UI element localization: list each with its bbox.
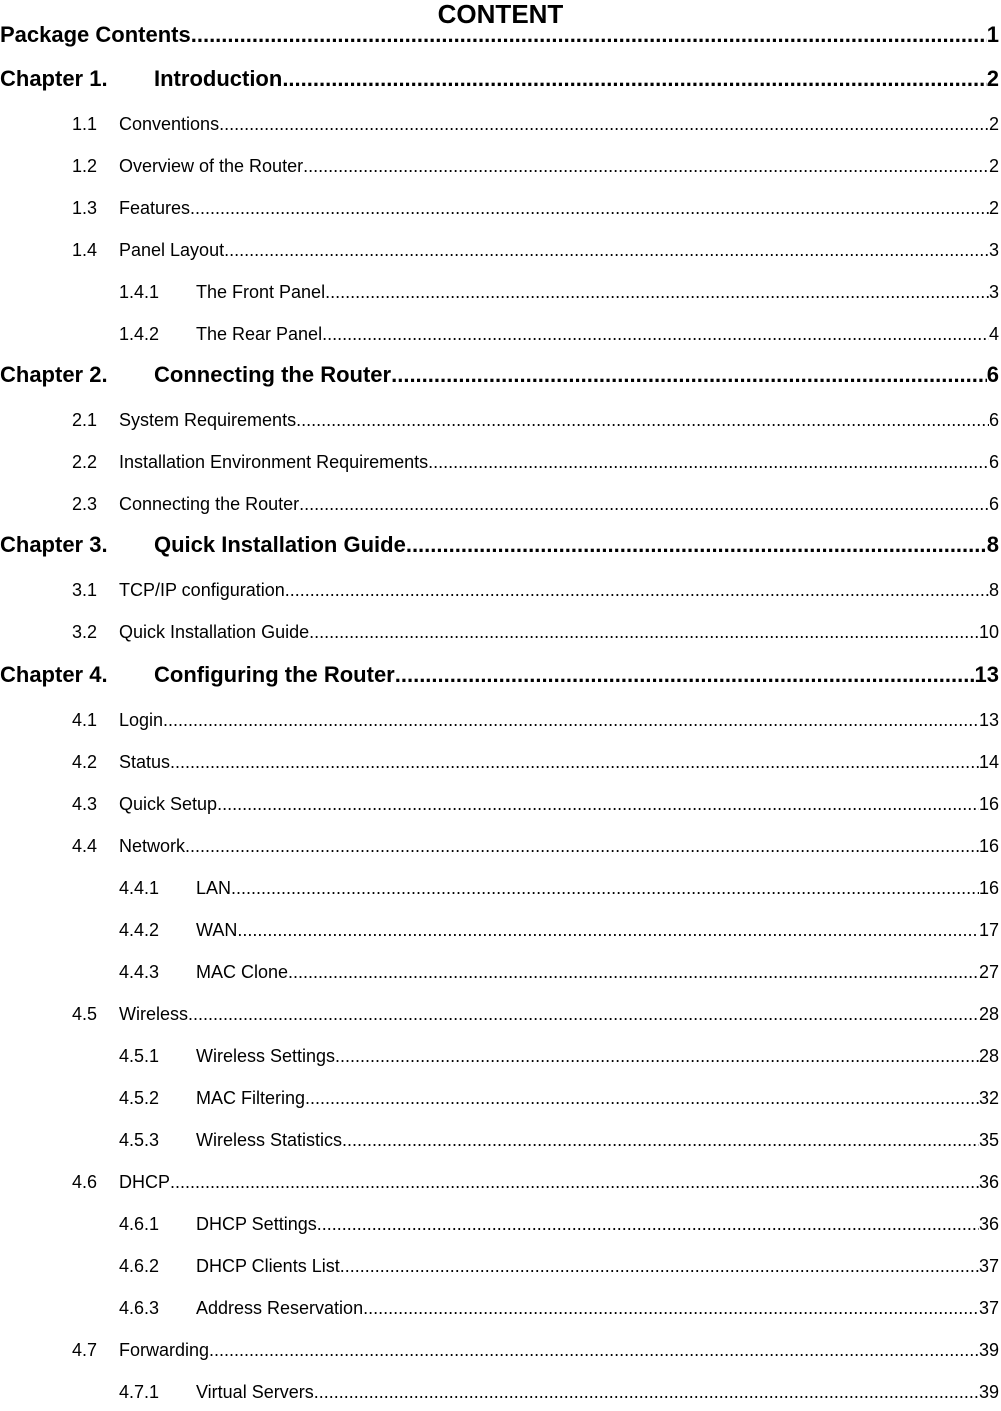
toc-entry-number: Chapter 3. bbox=[0, 532, 108, 557]
toc-entry-section[interactable] bbox=[72, 580, 999, 601]
toc-entry-page: 13 bbox=[974, 662, 999, 687]
toc-entry-number: 3.2 bbox=[72, 622, 98, 642]
page-title: CONTENT bbox=[437, 0, 564, 29]
dot-leader bbox=[285, 580, 989, 601]
toc-entry-number: 1.4.2 bbox=[119, 324, 160, 344]
toc-entry-number: 1.2 bbox=[72, 156, 98, 176]
dot-leader bbox=[363, 1298, 979, 1319]
toc-entry-number: 4.3 bbox=[72, 794, 98, 814]
toc-entry-page: 2 bbox=[988, 114, 999, 134]
toc-entry-label: DHCP bbox=[119, 1172, 171, 1192]
toc-entry-page: 2 bbox=[986, 66, 999, 91]
toc-entry-number: 1.4.1 bbox=[119, 282, 160, 302]
toc-entry-page: 16 bbox=[978, 836, 999, 856]
toc-entry-label: Panel Layout bbox=[119, 240, 225, 260]
toc-entry-page: 14 bbox=[978, 752, 999, 772]
dot-leader bbox=[231, 878, 979, 899]
toc-entry-subsection[interactable] bbox=[119, 1088, 999, 1109]
toc-entry-section[interactable] bbox=[72, 494, 999, 515]
toc-entry-section[interactable] bbox=[72, 1172, 999, 1193]
toc-entry-section[interactable] bbox=[72, 240, 999, 261]
toc-entry-page: 35 bbox=[978, 1130, 999, 1150]
toc-entry-subsection[interactable] bbox=[119, 1046, 999, 1067]
toc-entry-page: 16 bbox=[978, 878, 999, 898]
toc-entry-label: Wireless bbox=[119, 1004, 189, 1024]
toc-entry-page: 27 bbox=[978, 962, 999, 982]
toc-entry-label: The Rear Panel bbox=[196, 324, 323, 344]
toc-entry-subsection[interactable] bbox=[119, 1256, 999, 1277]
dot-leader bbox=[170, 752, 979, 773]
toc-entry-page: 6 bbox=[988, 494, 999, 514]
toc-entry-page: 6 bbox=[988, 452, 999, 472]
toc-entry-page: 36 bbox=[978, 1214, 999, 1234]
toc-entry-label: Quick Installation Guide bbox=[154, 532, 406, 557]
dot-leader bbox=[391, 362, 987, 388]
toc-entry-page: 37 bbox=[978, 1298, 999, 1318]
toc-entry-chapter[interactable] bbox=[0, 22, 999, 48]
dot-leader bbox=[305, 1088, 979, 1109]
dot-leader bbox=[163, 710, 979, 731]
dot-leader bbox=[237, 920, 979, 941]
toc-entry-section[interactable] bbox=[72, 794, 999, 815]
toc-entry-section[interactable] bbox=[72, 836, 999, 857]
toc-entry-chapter[interactable] bbox=[0, 662, 999, 688]
toc-entry-number: 4.4.3 bbox=[119, 962, 160, 982]
toc-entry-subsection[interactable] bbox=[119, 1298, 999, 1319]
toc-entry-label: MAC Clone bbox=[196, 962, 289, 982]
toc-entry-section[interactable] bbox=[72, 752, 999, 773]
toc-entry-page: 3 bbox=[988, 240, 999, 260]
dot-leader bbox=[224, 240, 989, 261]
toc-entry-subsection[interactable] bbox=[119, 1382, 999, 1403]
toc-entry-subsection[interactable] bbox=[119, 878, 999, 899]
toc-entry-chapter[interactable] bbox=[0, 532, 999, 558]
toc-entry-number: 1.4 bbox=[72, 240, 98, 260]
toc-entry-page: 6 bbox=[986, 362, 999, 387]
dot-leader bbox=[395, 662, 975, 688]
toc-entry-section[interactable] bbox=[72, 198, 999, 219]
toc-entry-page: 13 bbox=[978, 710, 999, 730]
toc-entry-section[interactable] bbox=[72, 1340, 999, 1361]
toc-entry-number: 4.1 bbox=[72, 710, 98, 730]
toc-entry-number: 4.2 bbox=[72, 752, 98, 772]
toc-entry-label: Virtual Servers bbox=[196, 1382, 314, 1402]
dot-leader bbox=[406, 532, 987, 558]
dot-leader bbox=[335, 1046, 979, 1067]
dot-leader bbox=[288, 962, 979, 983]
toc-entry-label: DHCP Clients List bbox=[196, 1256, 340, 1276]
toc-entry-page: 28 bbox=[978, 1046, 999, 1066]
toc-entry-section[interactable] bbox=[72, 622, 999, 643]
toc-entry-label: Status bbox=[119, 752, 171, 772]
toc-entry-subsection[interactable] bbox=[119, 1130, 999, 1151]
dot-leader bbox=[170, 1172, 979, 1193]
toc-entry-label: System Requirements bbox=[119, 410, 297, 430]
toc-entry-number: 2.2 bbox=[72, 452, 98, 472]
toc-entry-section[interactable] bbox=[72, 410, 999, 431]
toc-entry-number: 4.5 bbox=[72, 1004, 98, 1024]
toc-entry-label: Quick Installation Guide bbox=[119, 622, 310, 642]
toc-entry-label: Features bbox=[119, 198, 191, 218]
toc-entry-number: Chapter 4. bbox=[0, 662, 108, 687]
dot-leader bbox=[299, 494, 989, 515]
toc-entry-label: Forwarding bbox=[119, 1340, 210, 1360]
toc-entry-section[interactable] bbox=[72, 1004, 999, 1025]
dot-leader bbox=[309, 622, 979, 643]
toc-entry-subsection[interactable] bbox=[119, 962, 999, 983]
toc-entry-section[interactable] bbox=[72, 452, 999, 473]
toc-entry-label: Network bbox=[119, 836, 186, 856]
toc-entry-number: Chapter 1. bbox=[0, 66, 108, 91]
toc-entry-label: MAC Filtering bbox=[196, 1088, 306, 1108]
toc-entry-label: Conventions bbox=[119, 114, 220, 134]
toc-entry-label: Wireless Statistics bbox=[196, 1130, 343, 1150]
toc-entry-page: 39 bbox=[978, 1340, 999, 1360]
dot-leader bbox=[340, 1256, 979, 1277]
toc-entry-number: 4.7 bbox=[72, 1340, 98, 1360]
toc-entry-number: 4.7.1 bbox=[119, 1382, 160, 1402]
dot-leader bbox=[219, 114, 989, 135]
toc-entry-label: Installation Environment Requirements bbox=[119, 452, 429, 472]
toc-entry-page: 2 bbox=[988, 156, 999, 176]
toc-entry-page: 3 bbox=[988, 282, 999, 302]
dot-leader bbox=[317, 1214, 979, 1235]
toc-entry-number: 4.4.2 bbox=[119, 920, 160, 940]
dot-leader bbox=[314, 1382, 979, 1403]
toc-entry-page: 6 bbox=[988, 410, 999, 430]
toc-entry-number: 4.4.1 bbox=[119, 878, 160, 898]
toc-entry-label: Configuring the Router bbox=[154, 662, 395, 687]
toc-entry-page: 2 bbox=[988, 198, 999, 218]
toc-entry-label: The Front Panel bbox=[196, 282, 326, 302]
toc-entry-page: 8 bbox=[986, 532, 999, 557]
toc-entry-label: Address Reservation bbox=[196, 1298, 364, 1318]
toc-entry-subsection[interactable] bbox=[119, 1214, 999, 1235]
toc-entry-number: 4.6.3 bbox=[119, 1298, 160, 1318]
toc-entry-page: 17 bbox=[978, 920, 999, 940]
toc-entry-subsection[interactable] bbox=[119, 324, 999, 345]
dot-leader bbox=[282, 66, 986, 92]
dot-leader bbox=[325, 282, 989, 303]
dot-leader bbox=[188, 1004, 979, 1025]
toc-entry-label: Quick Setup bbox=[119, 794, 218, 814]
toc-entry-page: 37 bbox=[978, 1256, 999, 1276]
toc-entry-subsection[interactable] bbox=[119, 920, 999, 941]
toc-entry-page: 1 bbox=[986, 22, 999, 47]
toc-entry-label: LAN bbox=[196, 878, 232, 898]
toc-entry-page: 39 bbox=[978, 1382, 999, 1402]
toc-entry-label: TCP/IP configuration bbox=[119, 580, 285, 600]
toc-entry-number: 4.5.2 bbox=[119, 1088, 160, 1108]
dot-leader bbox=[209, 1340, 979, 1361]
dot-leader bbox=[191, 22, 987, 48]
dot-leader bbox=[322, 324, 989, 345]
toc-entry-page: 36 bbox=[978, 1172, 999, 1192]
toc-entry-page: 10 bbox=[978, 622, 999, 642]
dot-leader bbox=[428, 452, 989, 473]
toc-entry-chapter[interactable] bbox=[0, 66, 999, 92]
toc-entry-label: Login bbox=[119, 710, 164, 730]
toc-entry-label: Connecting the Router bbox=[119, 494, 300, 514]
toc-entry-page: 8 bbox=[988, 580, 999, 600]
toc-entry-label: Connecting the Router bbox=[154, 362, 392, 387]
toc-entry-section[interactable] bbox=[72, 710, 999, 731]
toc-entry-number: 4.5.3 bbox=[119, 1130, 160, 1150]
toc-entry-number: 1.1 bbox=[72, 114, 98, 134]
dot-leader bbox=[296, 410, 989, 431]
toc-entry-label: Wireless Settings bbox=[196, 1046, 336, 1066]
toc-entry-label: Introduction bbox=[154, 66, 283, 91]
toc-entry-number: 2.3 bbox=[72, 494, 98, 514]
dot-leader bbox=[303, 156, 989, 177]
toc-entry-number: Chapter 2. bbox=[0, 362, 108, 387]
toc-entry-label: Overview of the Router bbox=[119, 156, 304, 176]
dot-leader bbox=[217, 794, 979, 815]
dot-leader bbox=[185, 836, 979, 857]
dot-leader bbox=[190, 198, 989, 219]
toc-entry-page: 32 bbox=[978, 1088, 999, 1108]
toc-entry-number: 4.4 bbox=[72, 836, 98, 856]
toc-entry-label: DHCP Settings bbox=[196, 1214, 317, 1234]
toc-entry-number: 4.5.1 bbox=[119, 1046, 160, 1066]
toc-entry-page: 16 bbox=[978, 794, 999, 814]
toc-entry-subsection[interactable] bbox=[119, 282, 999, 303]
toc-entry-number: 1.3 bbox=[72, 198, 98, 218]
dot-leader bbox=[342, 1130, 979, 1151]
toc-entry-page: 4 bbox=[988, 324, 999, 344]
toc-entry-label: Package Contents bbox=[0, 22, 191, 47]
toc-entry-number: 3.1 bbox=[72, 580, 98, 600]
toc-entry-label: WAN bbox=[196, 920, 238, 940]
toc-entry-number: 4.6.1 bbox=[119, 1214, 160, 1234]
toc-entry-number: 4.6 bbox=[72, 1172, 98, 1192]
toc-entry-number: 2.1 bbox=[72, 410, 98, 430]
toc-entry-section[interactable] bbox=[72, 156, 999, 177]
toc-entry-page: 28 bbox=[978, 1004, 999, 1024]
toc-entry-chapter[interactable] bbox=[0, 362, 999, 388]
toc-entry-section[interactable] bbox=[72, 114, 999, 135]
toc-entry-number: 4.6.2 bbox=[119, 1256, 160, 1276]
